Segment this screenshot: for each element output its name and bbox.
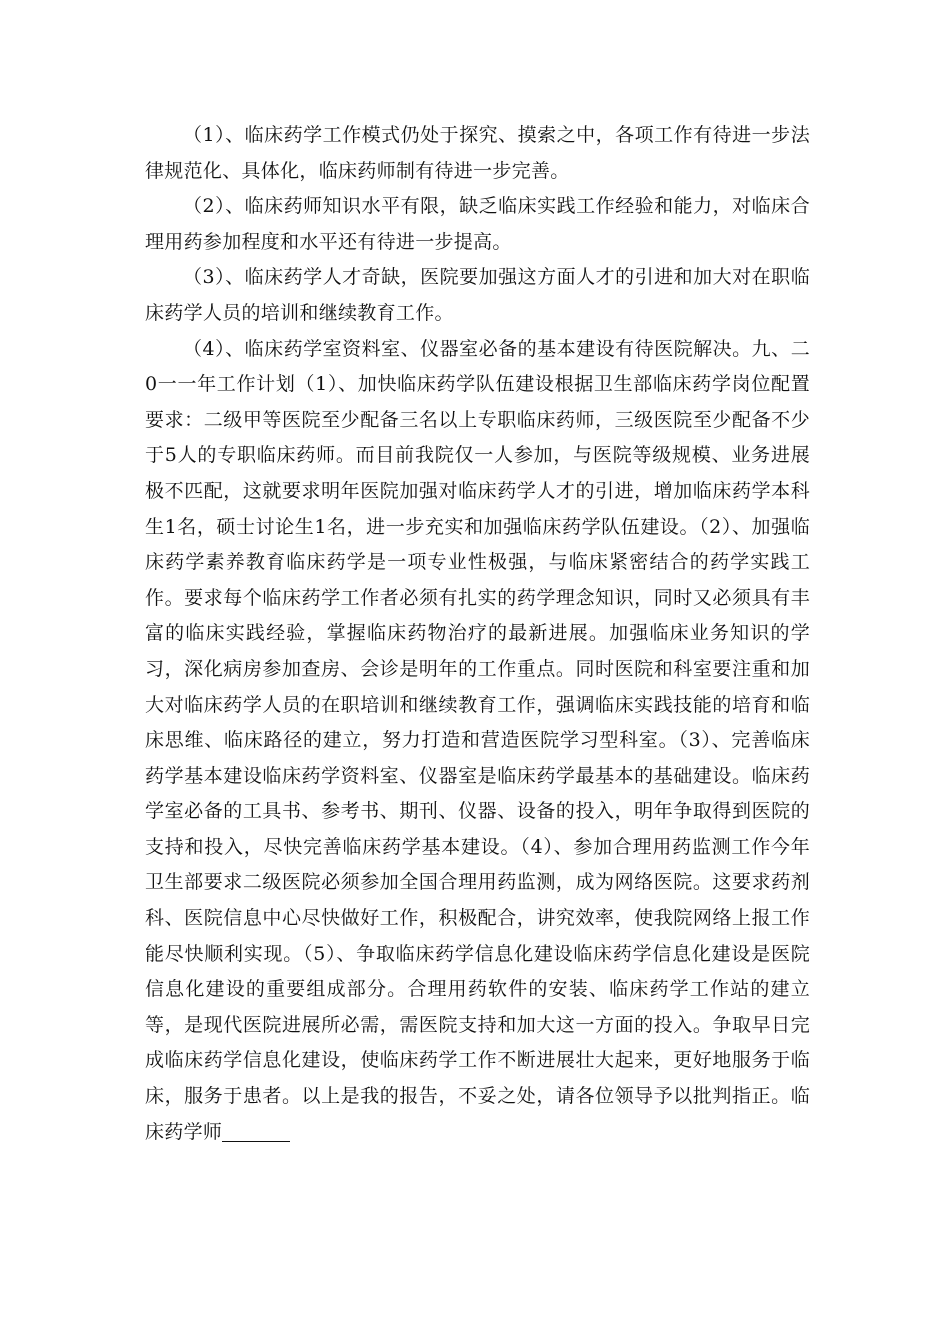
paragraph-1: （1）、临床药学工作模式仍处于探究、摸索之中，各项工作有待进一步法律规范化、具体化，临床药师制有待进一步完善。 (145, 124, 810, 182)
paragraph-4 (145, 332, 810, 1151)
document-body (145, 118, 810, 1150)
paragraph-2: （2）、临床药师知识水平有限，缺乏临床实践工作经验和能力，对临床合理用药参加程度和水平还有待进一步提高。 (145, 195, 810, 253)
paragraph-4-text: （4）、临床药学室资料室、仪器室必备的基本建设有待医院解决。九、二0一一年工作计划（1）、加快临床药学队伍建设根据卫生部临床药学岗位配置要求：二级甲等医院至少配备三名以上专职临床药师，三级医院至少配备不少于5人的专职临床药师。而目前我院仅一人参加，与医院等级规模、业务进展极不匹配，这就要求明年医院加强对临床药学人才的引进，增加临床药学本科生1名，硕士讨论生1名，进一步充实和加强临床药学队伍建设。（2）、加强临床药学素养教育临床药学是一项专业性极强，与临床紧密结合的药学实践工作。要求每个临床药学工作者必须有扎实的药学理念知识，同时又必须具有丰富的临床实践经验，掌握临床药物治疗的最新进展。加强临床业务知识的学习，深化病房参加查房、会诊是明年的工作重点。同时医院和科室要注重和加大对临床药学人员的在职培训和继续教育工作，强调临床实践技能的培育和临床思维、临床路径的建立，努力打造和营造医院学习型科室。（3）、完善临床药学基本建设临床药学资料室、仪器室是临床药学最基本的基础建设。临床药学室必备的工具书、参考书、期刊、仪器、设备的投入，明年争取得到医院的支持和投入，尽快完善临床药学基本建设。（4）、参加合理用药监测工作今年卫生部要求二级医院必须参加全国合理用药监测，成为网络医院。这要求药剂科、医院信息中心尽快做好工作，积极配合，讲究效率，使我院网络上报工作能尽快顺利实现。（5）、争取临床药学信息化建设临床药学信息化建设是医院信息化建设的重要组成部分。合理用药软件的安装、临床药学工作站的建立等，是现代医院进展所必需，需医院支持和加大这一方面的投入。争取早日完成临床药学信息化建设，使临床药学工作不断进展壮大起来，更好地服务于临床，服务于患者。以上是我的报告，不妥之处，请各位领导予以批判指正。临床药学师 (145, 337, 810, 1143)
paragraph-3: （3）、临床药学人才奇缺，医院要加强这方面人才的引进和加大对在职临床药学人员的培训和继续教育工作。 (145, 266, 810, 324)
signature-blank (222, 1121, 290, 1142)
